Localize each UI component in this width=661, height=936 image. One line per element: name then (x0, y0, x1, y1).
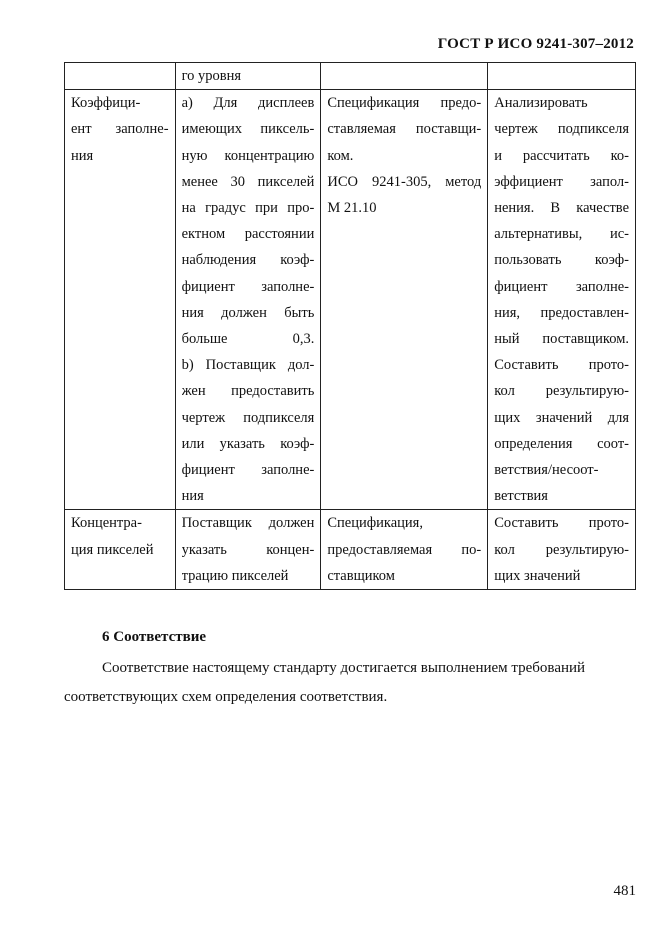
cell-text-line: ектном расстоянии (181, 226, 315, 243)
cell-text-line: Составить прото- (494, 515, 629, 532)
table-row (65, 90, 636, 510)
cell-text-line: М 21.10 (327, 200, 377, 217)
cell-text-line: нения. В качестве (494, 200, 629, 217)
cell-text-line: ком. (327, 147, 354, 164)
table-row (65, 63, 636, 90)
cell-text-line: предоставляемая по- (327, 541, 482, 558)
table-cell (175, 510, 321, 590)
cell-text-line: щих значений (494, 567, 581, 584)
document-header: ГОСТ Р ИСО 9241-307–2012 (437, 36, 634, 52)
cell-text-line: b) Поставщик дол- (181, 357, 315, 374)
cell-text-line: Спецификация, (327, 515, 423, 532)
cell-text-line: фициент заполне- (494, 278, 629, 295)
cell-text-line: трацию пикселей (181, 567, 289, 584)
cell-text-line: наблюдения коэф- (181, 252, 315, 269)
requirements-table-grid (64, 62, 636, 590)
cell-text-line: го уровня (181, 68, 242, 84)
paragraph-line-2: соответствующих схем определения соответствия. (64, 689, 388, 705)
cell-text-line: фициент заполне- (181, 278, 315, 295)
cell-text-line: фициент заполне- (181, 462, 315, 479)
cell-text-line: ент заполне- (71, 121, 169, 138)
table-cell (321, 63, 488, 90)
cell-text-line: ния, предоставлен- (494, 304, 629, 321)
table-cell (65, 510, 176, 590)
cell-text-line: ветствия (494, 488, 548, 505)
cell-text-line: кол результирую- (494, 383, 629, 400)
cell-text-line: Концентра- (71, 515, 142, 532)
section-paragraph (64, 654, 636, 712)
cell-text-line: Анализировать (494, 95, 588, 112)
cell-text-line: альтернативы, ис- (494, 226, 629, 243)
requirements-table (64, 62, 636, 590)
cell-text-line: эффициент запол- (494, 173, 629, 190)
cell-text-line: ставщиком (327, 567, 395, 584)
cell-text-line: и рассчитать ко- (494, 147, 629, 164)
cell-text-line: чертеж подпикселя (494, 121, 629, 138)
cell-text-line: Коэффици- (71, 95, 141, 112)
page-number: 481 (613, 883, 636, 899)
table-body (65, 63, 636, 590)
cell-text-line: на градус при про- (181, 200, 315, 217)
cell-text-line: чертеж подпикселя (181, 409, 315, 426)
cell-text-line: Составить прото- (494, 357, 629, 374)
cell-text-line: пользовать коэф- (494, 252, 629, 269)
table-cell (175, 63, 321, 90)
table-cell (321, 90, 488, 510)
cell-text-line: определения соот- (494, 435, 629, 452)
table-cell (488, 63, 636, 90)
cell-text-line: ный поставщиком. (494, 331, 629, 348)
table-row (65, 510, 636, 590)
section-title: 6 Соответствие (102, 629, 206, 645)
cell-text-line: ставляемая поставщи- (327, 121, 482, 138)
cell-text-line: ция пикселей (71, 541, 154, 558)
cell-text-line: ния (181, 488, 204, 505)
cell-text-line: указать концен- (181, 541, 315, 558)
cell-text-line: щих значений для (494, 409, 629, 426)
cell-text-line: больше 0,3. (181, 331, 315, 348)
cell-text-line: ИСО 9241-305, метод (327, 173, 482, 190)
table-cell (321, 510, 488, 590)
cell-text-line: ветствия/несоот- (494, 462, 599, 479)
cell-text-line: кол результирую- (494, 541, 629, 558)
cell-text-line: Спецификация предо- (327, 95, 482, 112)
table-cell (65, 63, 176, 90)
table-cell (488, 90, 636, 510)
cell-text-line: имеющих пиксель- (181, 121, 315, 138)
cell-text-line: ния (71, 147, 94, 164)
cell-text-line: ния должен быть (181, 304, 315, 321)
cell-text-line: или указать коэф- (181, 435, 315, 452)
table-cell (488, 510, 636, 590)
cell-text-line: Поставщик должен (181, 515, 315, 532)
cell-text-line: менее 30 пикселей (181, 173, 315, 190)
table-cell (65, 90, 176, 510)
cell-text-line: жен предоставить (181, 383, 315, 400)
paragraph-line-1: Соответствие настоящему стандарту достигается выполнением требований (102, 660, 586, 676)
cell-text-line: a) Для дисплеев (181, 95, 315, 112)
table-cell (175, 90, 321, 510)
cell-text-line: ную концентрацию (181, 147, 315, 164)
